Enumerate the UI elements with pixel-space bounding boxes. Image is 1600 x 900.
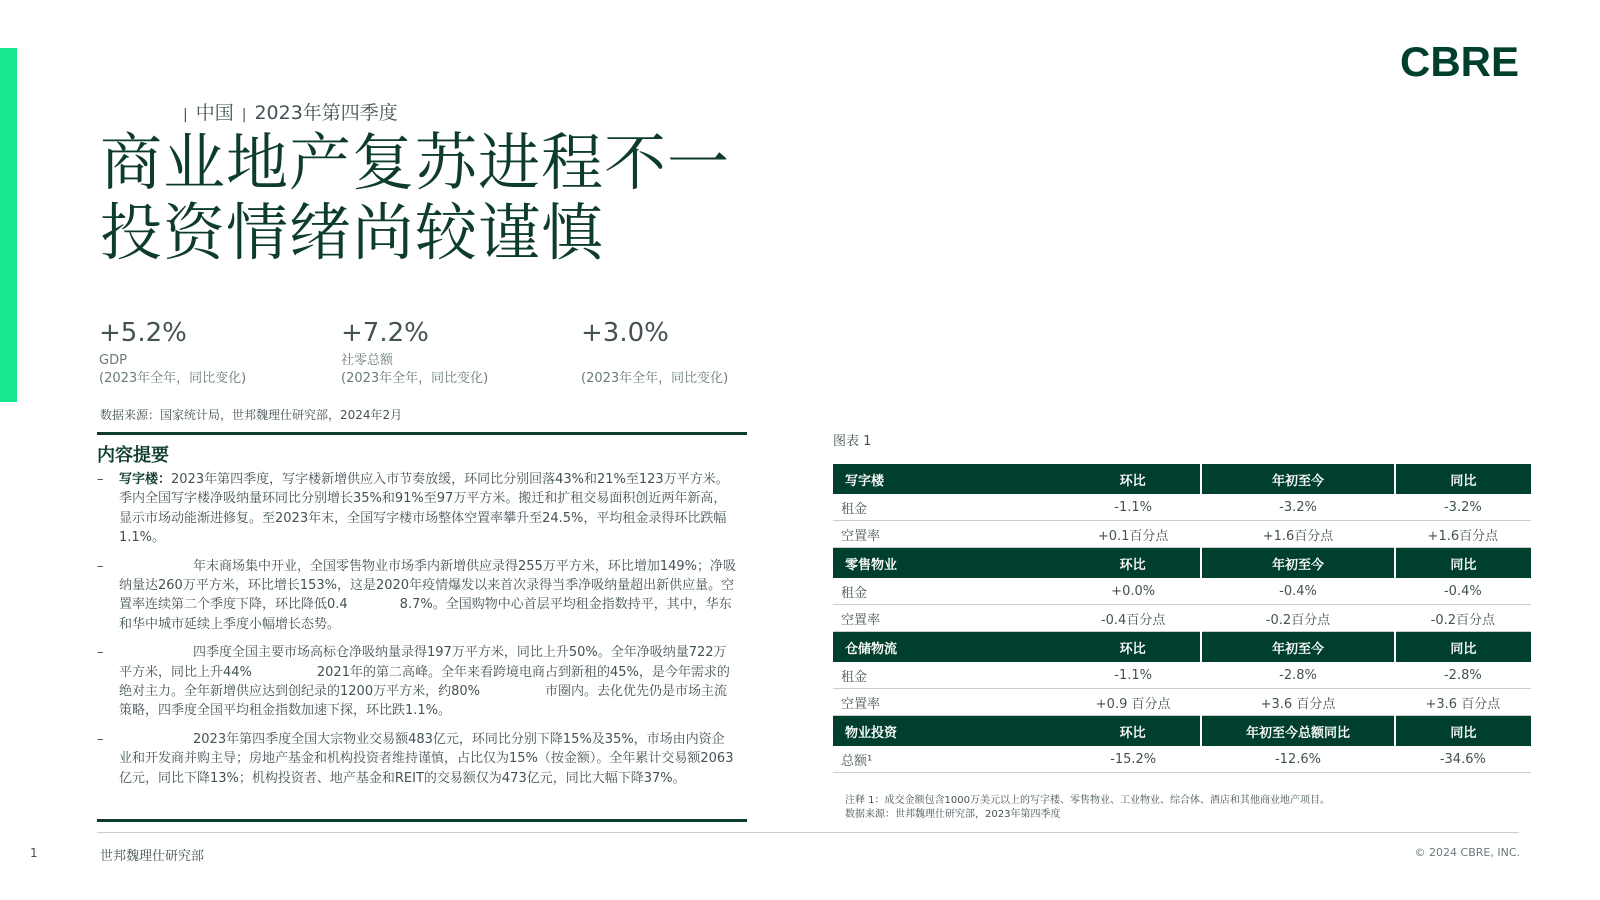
stats-source: 数据来源：国家统计局，世邦魏理仕研究部，2024年2月 bbox=[100, 408, 403, 422]
table-header-cell: 同比 bbox=[1395, 464, 1531, 494]
table-header-cell: 年初至今总额同比 bbox=[1201, 716, 1394, 747]
table-cell: +3.6 百分点 bbox=[1395, 689, 1531, 716]
list-item bbox=[97, 557, 737, 635]
table-row bbox=[833, 605, 1531, 632]
stat-gdp bbox=[99, 318, 299, 388]
period-label: 2023年第四季度 bbox=[254, 102, 398, 124]
summary-list bbox=[97, 470, 737, 797]
table-cell: 租金 bbox=[833, 662, 1065, 689]
bullet-text: 2023年第四季度全国大宗物业交易额483亿元，环同比分别下降15%及35%，市场由内资企业和开发商并购主导；房地产基金和机构投资者维持谨慎，占比仅为15%（按金额）。全年累计交易额2063亿元，同比下降13%；机构投资者、地产基金和REIT的交易额仅为473亿元，同比大幅下降37%。 bbox=[119, 731, 734, 786]
title-line-1: 商业地产复苏进程不一 bbox=[100, 126, 731, 199]
table-cell: -1.1% bbox=[1065, 494, 1201, 521]
table-cell: -12.6% bbox=[1201, 746, 1394, 773]
table-cell: +0.1百分点 bbox=[1065, 521, 1201, 548]
table-row bbox=[833, 662, 1531, 689]
stat-value: +7.2% bbox=[341, 318, 429, 348]
accent-bar bbox=[0, 48, 17, 402]
table-row bbox=[833, 494, 1531, 521]
stat-note: (2023年全年，同比变化) bbox=[99, 371, 247, 386]
table-header-cell: 环比 bbox=[1065, 548, 1201, 579]
table-cell: +1.6百分点 bbox=[1395, 521, 1531, 548]
footer-divider bbox=[97, 832, 1519, 833]
table-section-header bbox=[833, 548, 1531, 579]
footnote-note: 注释 1：成交金额包含1000万美元以上的写字楼、零售物业、工业物业、综合体、酒店和其他商业地产项目。 bbox=[845, 795, 1330, 806]
table-row bbox=[833, 578, 1531, 605]
bullet-text: 2023年第四季度，写字楼新增供应入市节奏放缓，环同比分别回落43%和21%至123万平方米。季内全国写字楼净吸纳量环同比分别增长35%和91%至97万平方米。搬迁和扩租交易面积创近两年新高，显示市场动能渐进修复。至2023年末，全国写字楼市场整体空置率攀升至24.5%，平均租金录得环比跌幅1.1%。 bbox=[119, 472, 729, 546]
table-section-header bbox=[833, 716, 1531, 747]
table-header-cell: 仓储物流 bbox=[833, 632, 1065, 663]
table-header-cell: 写字楼 bbox=[833, 464, 1065, 494]
table-cell: -15.2% bbox=[1065, 746, 1201, 773]
table-cell: 租金 bbox=[833, 578, 1065, 605]
list-item bbox=[97, 643, 737, 721]
bullet-dash: – bbox=[97, 731, 104, 747]
table-header-cell: 环比 bbox=[1065, 632, 1201, 663]
table-cell: 空置率 bbox=[833, 689, 1065, 716]
table-header-cell: 同比 bbox=[1395, 632, 1531, 663]
summary-heading: 内容提要 bbox=[97, 445, 169, 466]
table-cell: -0.4% bbox=[1201, 578, 1394, 605]
table-header-cell: 年初至今 bbox=[1201, 548, 1394, 579]
table-cell: 空置率 bbox=[833, 521, 1065, 548]
table-cell: +0.9 百分点 bbox=[1065, 689, 1201, 716]
table-cell: +3.6 百分点 bbox=[1201, 689, 1394, 716]
bullet-text: 年末商场集中开业，全国零售物业市场季内新增供应录得255万平方米，环比增加149%；净吸纳量达260万平方米，环比增长153%，这是2020年疫情爆发以来首次录得当季净吸纳量超出新供应量。空置率连续第二个季度下降，环比降低0.4 8.7%。全国购物中心首层平均租金指数持平，其中，华东和华中城市延续上季度小幅增长态势。 bbox=[119, 558, 736, 632]
divider bbox=[97, 432, 747, 435]
table-header-cell: 同比 bbox=[1395, 716, 1531, 747]
stat-label: GDP bbox=[99, 353, 127, 368]
stat-note: (2023年全年，同比变化) bbox=[341, 371, 489, 386]
table-cell: -34.6% bbox=[1395, 746, 1531, 773]
kicker-separator: | bbox=[183, 107, 188, 123]
table-header-cell: 环比 bbox=[1065, 716, 1201, 747]
page-title bbox=[100, 128, 800, 268]
table-cell: +1.6百分点 bbox=[1201, 521, 1394, 548]
table-row bbox=[833, 521, 1531, 548]
table-section-header bbox=[833, 632, 1531, 663]
stat-label: 社零总额 bbox=[341, 353, 394, 368]
list-item bbox=[97, 730, 737, 788]
stat-value: +3.0% bbox=[581, 318, 669, 348]
footnote-source: 数据来源：世邦魏理仕研究部，2023年第四季度 bbox=[845, 809, 1061, 820]
table-cell: -2.8% bbox=[1201, 662, 1394, 689]
cbre-logo: CBRE bbox=[1400, 38, 1520, 85]
copyright: © 2024 CBRE, INC. bbox=[1414, 846, 1520, 859]
table-cell: -1.1% bbox=[1065, 662, 1201, 689]
table-cell: +0.0% bbox=[1065, 578, 1201, 605]
bullet-dash: – bbox=[97, 558, 104, 574]
table-cell: 空置率 bbox=[833, 605, 1065, 632]
bullet-lead: 写字楼： bbox=[119, 472, 172, 487]
list-item bbox=[97, 470, 737, 548]
stat-third bbox=[581, 318, 781, 388]
table-header-cell: 零售物业 bbox=[833, 548, 1065, 579]
report-kicker bbox=[175, 98, 398, 125]
market-table bbox=[833, 464, 1531, 773]
stat-retail-sales bbox=[341, 318, 541, 388]
table-cell: -0.2百分点 bbox=[1395, 605, 1531, 632]
table-cell: -0.2百分点 bbox=[1201, 605, 1394, 632]
table-cell: 总额¹ bbox=[833, 746, 1065, 773]
kicker-separator: | bbox=[241, 107, 247, 123]
table-cell: -0.4% bbox=[1395, 578, 1531, 605]
table-header-cell: 同比 bbox=[1395, 548, 1531, 579]
table-cell: -3.2% bbox=[1395, 494, 1531, 521]
table-row bbox=[833, 689, 1531, 716]
stat-note: (2023年全年，同比变化) bbox=[581, 371, 729, 386]
table-header-cell: 年初至今 bbox=[1201, 464, 1394, 494]
table-cell: -3.2% bbox=[1201, 494, 1394, 521]
page-number: 1 bbox=[30, 846, 38, 860]
stat-label bbox=[581, 352, 781, 370]
footer-department: 世邦魏理仕研究部 bbox=[100, 849, 205, 864]
table-header-cell: 年初至今 bbox=[1201, 632, 1394, 663]
region-label: 中国 bbox=[195, 102, 234, 124]
bullet-dash: – bbox=[97, 645, 104, 661]
title-line-2: 投资情绪尚较谨慎 bbox=[100, 196, 605, 269]
table-row bbox=[833, 746, 1531, 773]
bullet-dash: – bbox=[97, 472, 104, 487]
figure-label: 图表 1 bbox=[833, 434, 872, 449]
table-header-cell: 物业投资 bbox=[833, 716, 1065, 747]
table-section-header bbox=[833, 464, 1531, 494]
table-cell: 租金 bbox=[833, 494, 1065, 521]
table-cell: -2.8% bbox=[1395, 662, 1531, 689]
table-cell: -0.4百分点 bbox=[1065, 605, 1201, 632]
stat-value: +5.2% bbox=[99, 318, 187, 348]
table-header-cell: 环比 bbox=[1065, 464, 1201, 494]
divider bbox=[97, 819, 747, 822]
table-footnote bbox=[845, 794, 1330, 822]
bullet-text: 四季度全国主要市场高标仓净吸纳量录得197万平方米，同比上升50%。全年净吸纳量722万平方米，同比上升44% 2021年的第二高峰。全年来看跨境电商占到新租的45%，是今年需求的绝对主力。全年新增供应达到创纪录的1200万平方米，约80% 市圈内。去化优先仍是市场主流策略，四季度全国平均租金指数加速下探，环比跌1.1%。 bbox=[119, 645, 730, 719]
